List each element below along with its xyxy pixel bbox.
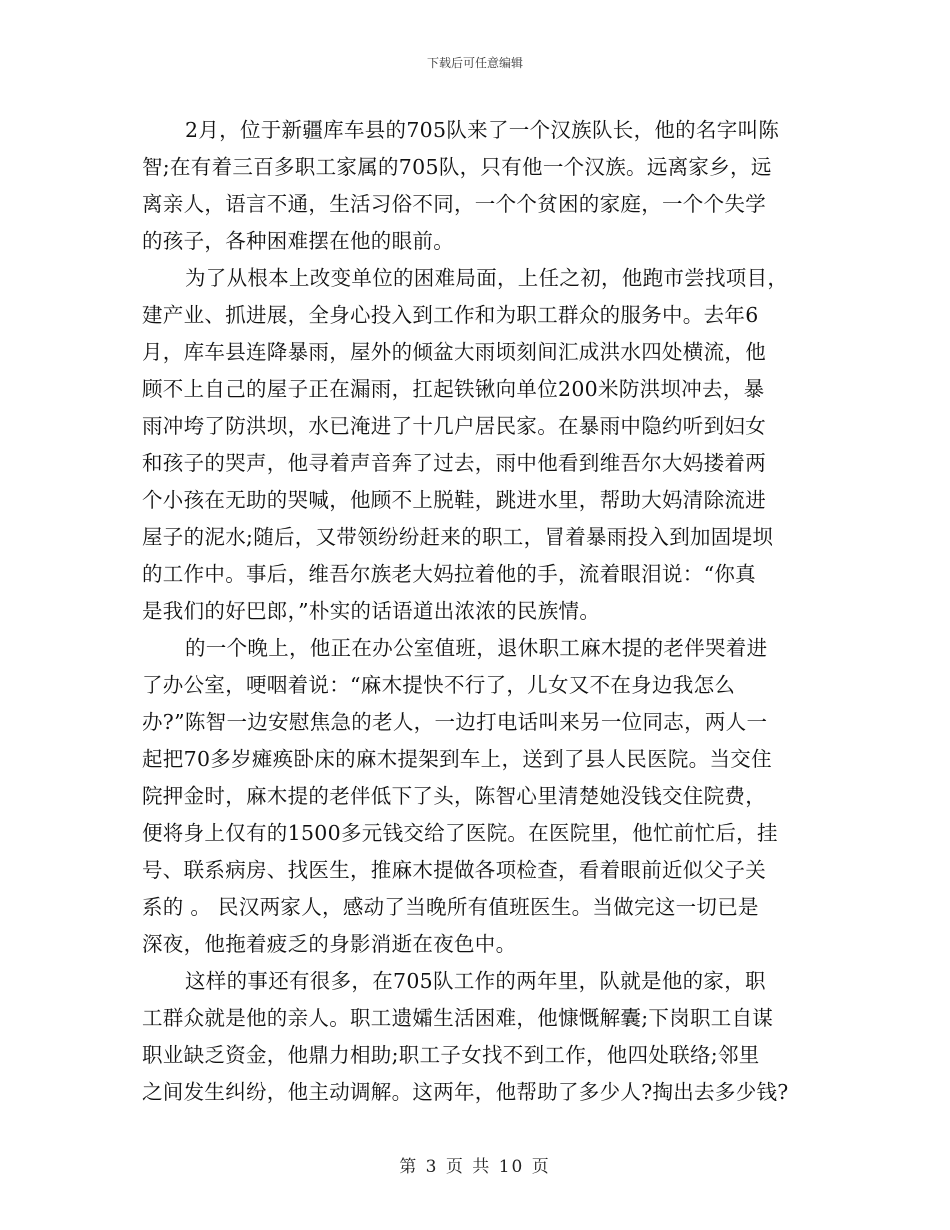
paragraph-line: 屋子的泥水;随后，又带领纷纷赶来的职工，冒着暴雨投入到加固堤坝 bbox=[142, 525, 774, 549]
paragraph-line: 工群众就是他的亲人。职工遗孀生活困难，他慷慨解囊;下岗职工自谋 bbox=[142, 1006, 774, 1030]
paragraph-line: 深夜，他拖着疲乏的身影消逝在夜色中。 bbox=[142, 932, 517, 956]
paragraph-line: 月，库车县连降暴雨，屋外的倾盆大雨顷刻间汇成洪水四处横流，他 bbox=[142, 340, 766, 364]
paragraph-line: 办?”陈智一边安慰焦急的老人，一边打电话叫来另一位同志，两人一 bbox=[142, 710, 768, 734]
paragraph-line: 便将身上仅有的1500多元钱交给了医院。在医院里，他忙前忙后，挂 bbox=[142, 821, 778, 845]
body-text bbox=[142, 112, 832, 1111]
paragraph-line: 的工作中。事后，维吾尔族老大妈拉着他的手，流着眼泪说：“你真 bbox=[142, 562, 756, 586]
header-note: 下载后可任意编辑 bbox=[426, 56, 523, 70]
paragraph-line: 院押金时，麻木提的老伴低下了头，陈智心里清楚她没钱交住院费， bbox=[142, 784, 766, 808]
paragraph-line: 起把70多岁瘫痪卧床的麻木提架到车上，送到了县人民医院。当交住 bbox=[142, 747, 772, 771]
paragraph-line: 的孩子，各种困难摆在他的眼前。 bbox=[142, 229, 454, 253]
paragraph-line: 号、联系病房、找医生，推麻木提做各项检查，看着眼前近似父子关 bbox=[142, 858, 766, 882]
paragraph-line: 这样的事还有很多，在705队工作的两年里，队就是他的家，职 bbox=[185, 969, 766, 993]
paragraph-line: 雨冲垮了防洪坝，水已淹进了十几户居民家。在暴雨中隐约听到妇女 bbox=[142, 414, 766, 438]
paragraph-line: 和孩子的哭声，他寻着声音奔了过去，雨中他看到维吾尔大妈搂着两 bbox=[142, 451, 766, 475]
paragraph-line: 个小孩在无助的哭喊，他顾不上脱鞋，跳进水里，帮助大妈清除流进 bbox=[142, 488, 766, 512]
paragraph-line: 2月，位于新疆库车县的705队来了一个汉族队长，他的名字叫陈 bbox=[185, 118, 780, 142]
paragraph-line: 了办公室，哽咽着说：“麻木提快不行了，儿女又不在身边我怎么 bbox=[142, 673, 736, 697]
paragraph-line: 系的 。 民汉两家人，感动了当晚所有值班医生。当做完这一切已是 bbox=[142, 895, 759, 919]
paragraph-line: 离亲人，语言不通，生活习俗不同，一个个贫困的家庭，一个个失学 bbox=[142, 192, 766, 216]
paragraph-line: 职业缺乏资金，他鼎力相助;职工子女找不到工作，他四处联络;邻里 bbox=[142, 1043, 760, 1067]
paragraph-line: 顾不上自己的屋子正在漏雨，扛起铁锹向单位200米防洪坝冲去，暴 bbox=[142, 377, 765, 401]
paragraph-line: 智;在有着三百多职工家属的705队，只有他一个汉族。远离家乡，远 bbox=[142, 155, 772, 179]
paragraph-line: 是我们的好巴郎，”朴实的话语道出浓浓的民族情。 bbox=[142, 599, 601, 623]
page-number: 第 3 页 共 10 页 bbox=[399, 1157, 551, 1177]
paragraph-line: 之间发生纠纷，他主动调解。这两年，他帮助了多少人?掏出去多少钱? bbox=[142, 1080, 789, 1104]
paragraph-line: 的一个晚上，他正在办公室值班，退休职工麻木提的老伴哭着进 bbox=[185, 636, 768, 660]
paragraph-line: 为了从根本上改变单位的困难局面，上任之初，他跑市尝找项目， bbox=[185, 266, 789, 290]
paragraph-line: 建产业、抓进展，全身心投入到工作和为职工群众的服务中。去年6 bbox=[142, 303, 759, 327]
